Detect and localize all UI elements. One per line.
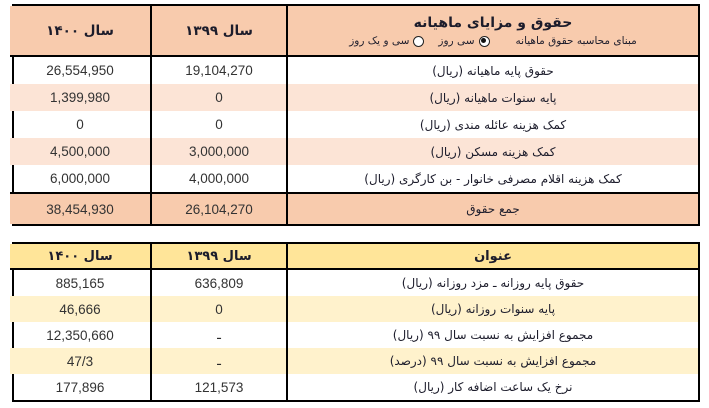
table-row-label: کمک هزینه مسکن (ریال) (286, 138, 698, 165)
value-1400: 177,896 (55, 379, 105, 395)
table-row-label: کمک هزینه عائله مندی (ریال) (286, 111, 698, 138)
radio-30-days-label[interactable]: سی روز (438, 35, 475, 48)
radio-option-30-days[interactable] (438, 35, 489, 47)
value-1399: 0 (150, 296, 286, 322)
value-1399: 4,000,000 (150, 165, 286, 192)
table-row-label: پایه سنوات روزانه (ریال) (286, 296, 698, 322)
radio-option-31-days[interactable] (349, 35, 424, 47)
table2-header-year-1399: سال ۱۳۹۹ (150, 244, 286, 270)
value-1400: 6,000,000 (49, 171, 111, 186)
value-1399: 0 (150, 111, 286, 138)
table1-header-title-cell (286, 6, 698, 57)
radio-31-days-label[interactable]: سی و یک روز (349, 35, 410, 48)
table-row-label: حقوق پایه ماهیانه (ریال) (286, 57, 698, 84)
table1-header-year-1399: سال ۱۳۹۹ (150, 6, 286, 57)
value-1399-dash: ـ (150, 322, 286, 348)
table-row-label: نرخ یک ساعت اضافه کار (ریال) (286, 374, 698, 400)
total-row-label: جمع حقوق (286, 192, 698, 224)
radio-30-days-icon[interactable] (479, 36, 490, 47)
table1-header-year-1400: سال ۱۴۰۰ (10, 6, 150, 57)
value-1400: 0 (76, 117, 84, 132)
value-1399: 3,000,000 (150, 138, 286, 165)
value-1400: 4,500,000 (10, 138, 150, 165)
monthly-salary-table (12, 4, 700, 226)
table-row-label: مجموع افزایش به نسبت سال ۹۹ (درصد) (286, 348, 698, 374)
value-1400: 12,350,660 (46, 327, 114, 343)
value-1399: 0 (150, 84, 286, 111)
calc-basis-radio-group (349, 35, 637, 47)
value-1399-dash: ـ (150, 348, 286, 374)
table-row-label: پایه سنوات ماهیانه (ریال) (286, 84, 698, 111)
total-value-1399: 26,104,270 (150, 192, 286, 224)
table2-header-year-1400: سال ۱۴۰۰ (10, 244, 150, 270)
payroll-sheet (12, 4, 700, 402)
table-row-label: حقوق پایه روزانه ـ مزد روزانه (ریال) (286, 270, 698, 296)
value-1400: 26,554,950 (46, 63, 114, 78)
radio-31-days-icon[interactable] (413, 36, 424, 47)
table2-header-title: عنوان (286, 244, 698, 270)
table-row-label: مجموع افزایش به نسبت سال ۹۹ (ریال) (286, 322, 698, 348)
value-1399: 121,573 (150, 374, 286, 400)
value-1399: 19,104,270 (150, 57, 286, 84)
daily-wage-table (12, 242, 700, 402)
total-value-1400: 38,454,930 (10, 192, 150, 224)
value-1400: 1,399,980 (10, 84, 150, 111)
calc-basis-caption: مبنای محاسبه حقوق ماهیانه (515, 35, 637, 48)
table-row-label: کمک هزینه اقلام مصرفی خانوار - بن کارگری (ریال) (286, 165, 698, 192)
table1-title: حقوق و مزایای ماهیانه (413, 14, 573, 31)
value-1400: 46,666 (10, 296, 150, 322)
value-1399: 636,809 (150, 270, 286, 296)
value-1400: 47/3 (10, 348, 150, 374)
value-1400: 885,165 (55, 275, 105, 291)
